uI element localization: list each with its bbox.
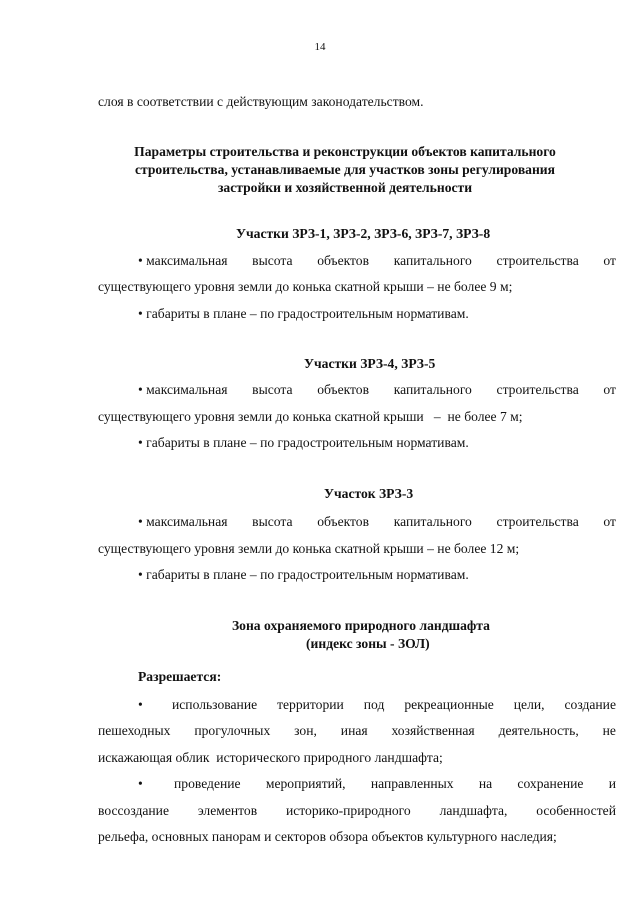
section-title-2: Участки ЗРЗ-4, ЗРЗ-5 bbox=[304, 356, 436, 371]
section-3-bullet-2: • габариты в плане – по градостроительным нормативам. bbox=[138, 567, 469, 582]
section-3-bullet-1-line-2: существующего уровня земли до конька скатной крыши – не более 12 м; bbox=[98, 541, 520, 556]
section-2-bullet-1-line-2: существующего уровня земли до конька скатной крыши – не более 7 м; bbox=[98, 409, 523, 424]
bullet-icon: • bbox=[138, 306, 143, 321]
bullet-icon: • bbox=[138, 253, 143, 268]
section-title-1: Участки ЗРЗ-1, ЗРЗ-2, ЗРЗ-6, ЗРЗ-7, ЗРЗ-8 bbox=[236, 226, 491, 241]
section-2-bullet-2: • габариты в плане – по градостроительным нормативам. bbox=[138, 435, 469, 450]
section-1-bullet-1-line-1: • максимальная высота объектов капитального строительства от bbox=[138, 253, 616, 268]
bullet-icon: • bbox=[138, 514, 143, 529]
intro-line: слоя в соответствии с действующим законодательством. bbox=[98, 94, 424, 109]
page-number: 14 bbox=[314, 41, 326, 53]
bullet-icon: • bbox=[138, 435, 143, 450]
section-title-3: Участок ЗРЗ-3 bbox=[324, 486, 414, 501]
bullet-icon: • bbox=[138, 776, 143, 791]
zol-item-1-line-2: пешеходных прогулочных зон, иная хозяйственная деятельность, не bbox=[98, 723, 616, 738]
zol-allowed-label: Разрешается: bbox=[138, 669, 222, 684]
section-3-bullet-1-line-1: • максимальная высота объектов капитального строительства от bbox=[138, 514, 616, 529]
section-1-bullet-1-line-2: существующего уровня земли до конька скатной крыши – не более 9 м; bbox=[98, 279, 513, 294]
heading-line-3: застройки и хозяйственной деятельности bbox=[217, 180, 473, 195]
zol-item-2-bullet bbox=[138, 776, 143, 792]
bullet-icon: • bbox=[138, 697, 143, 712]
zol-item-2-line-2: воссоздание элементов историко-природного ландшафта, особенностей bbox=[98, 803, 616, 818]
zol-item-2-line-1: проведение мероприятий, направленных на сохранение и bbox=[174, 776, 616, 791]
bullet-icon: • bbox=[138, 382, 143, 397]
zol-item-1-line-1: использование территории под рекреационные цели, создание bbox=[172, 697, 616, 712]
zol-item-1-line-3: искажающая облик исторического природного ландшафта; bbox=[98, 750, 443, 765]
section-1-bullet-2: • габариты в плане – по градостроительным нормативам. bbox=[138, 306, 469, 321]
zol-item-1-bullet bbox=[138, 697, 143, 713]
section-2-bullet-1-line-1: • максимальная высота объектов капитального строительства от bbox=[138, 382, 616, 397]
bullet-icon: • bbox=[138, 567, 143, 582]
heading-line-2: строительства, устанавливаемые для участков зоны регулирования bbox=[135, 162, 555, 177]
zol-title-line-2: (индекс зоны - ЗОЛ) bbox=[306, 636, 430, 651]
zol-title-line-1: Зона охраняемого природного ландшафта bbox=[232, 618, 490, 633]
zol-item-2-line-3: рельефа, основных панорам и секторов обзора объектов культурного наследия; bbox=[98, 829, 557, 844]
heading-line-1: Параметры строительства и реконструкции объектов капитального bbox=[134, 144, 556, 159]
